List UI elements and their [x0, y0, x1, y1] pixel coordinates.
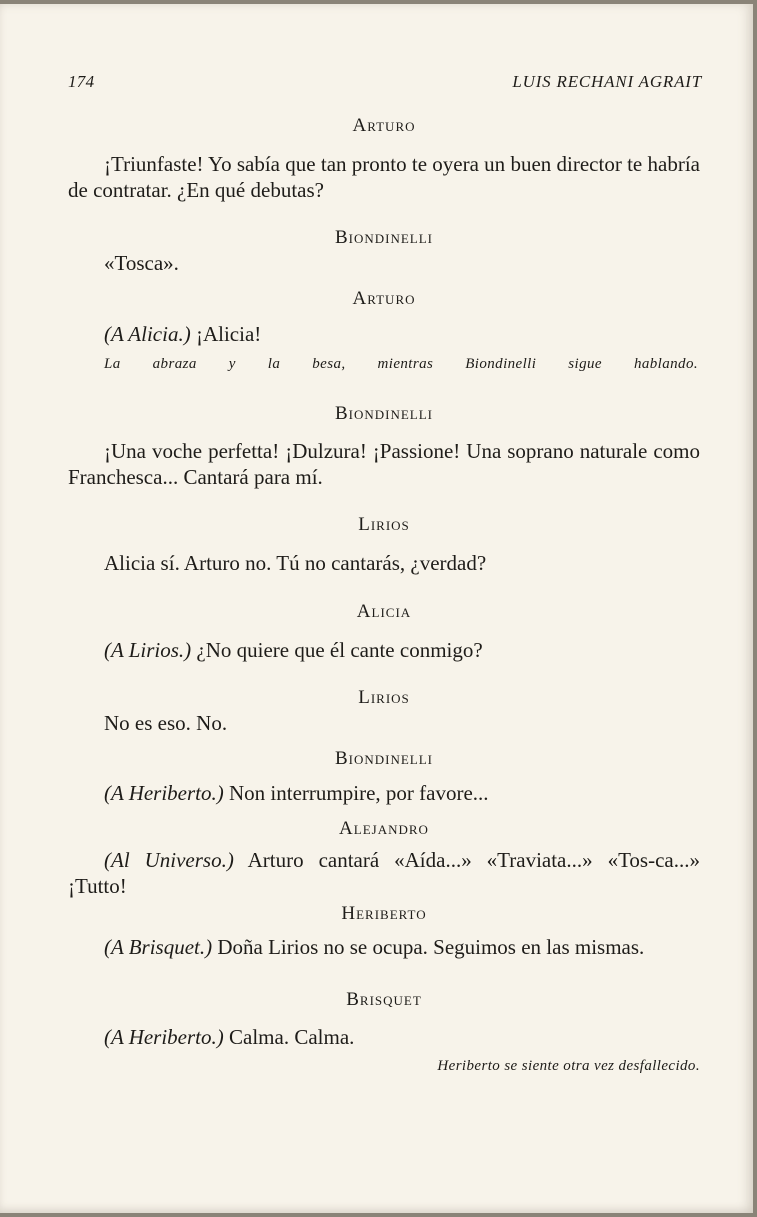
- dialogue-text: Arturo cantará «Aída...» «Traviata...» «Tos-ca...» ¡Tutto!: [68, 848, 700, 898]
- dialogue-text: No es eso. No.: [104, 711, 228, 735]
- stage-direction: Heriberto se siente otra vez desfallecido.: [437, 1058, 700, 1074]
- dialogue-line: [68, 780, 700, 806]
- dialogue-line: [68, 847, 700, 899]
- dialogue-line: [68, 934, 700, 960]
- speaker-name: Alejandro: [339, 818, 429, 839]
- speaker-name: Alicia: [356, 601, 412, 622]
- dialogue-line: [68, 250, 700, 276]
- speaker-name: Biondinelli: [334, 748, 434, 769]
- dialogue-line: [68, 1024, 700, 1050]
- dialogue-line: [68, 151, 700, 203]
- speaker-name: Heriberto: [341, 903, 427, 924]
- dialogue-text: ¿No quiere que él cante conmigo?: [196, 638, 483, 662]
- stage-direction-inline: (A Brisquet.): [104, 935, 213, 959]
- book-page: [0, 4, 753, 1213]
- dialogue-line: [68, 438, 700, 490]
- stage-direction-inline: (A Lirios.): [104, 638, 192, 662]
- dialogue-text: ¡Alicia!: [195, 322, 262, 346]
- running-header-author: LUIS RECHANI AGRAIT: [512, 72, 702, 91]
- speaker-name: Biondinelli: [334, 227, 434, 248]
- speaker-name: Biondinelli: [334, 403, 434, 424]
- stage-direction-inline: (A Alicia.): [104, 322, 191, 346]
- speaker-name: Brisquet: [346, 989, 422, 1010]
- dialogue-text: «Tosca».: [104, 251, 179, 275]
- dialogue-line: [68, 710, 700, 736]
- speaker-name: Arturo: [352, 288, 416, 309]
- dialogue-line: [68, 321, 700, 347]
- dialogue-text: Alicia sí. Arturo no. Tú no cantarás, ¿verdad?: [104, 551, 487, 575]
- stage-direction: La abraza y la besa, mientras Biondinelli sigue hablando.: [104, 356, 698, 372]
- dialogue-text: Calma. Calma.: [229, 1025, 355, 1049]
- dialogue-line: [68, 550, 700, 576]
- speaker-name: Lirios: [358, 687, 410, 708]
- dialogue-text: Doña Lirios no se ocupa. Seguimos en las mismas.: [217, 935, 645, 959]
- speaker-name: Lirios: [358, 514, 410, 535]
- dialogue-text: Non interrumpire, por favore...: [229, 781, 489, 805]
- dialogue-line: [68, 637, 700, 663]
- stage-direction-inline: (A Heriberto.): [104, 781, 224, 805]
- speaker-name: Arturo: [352, 115, 416, 136]
- stage-direction-inline: (A Heriberto.): [104, 1025, 224, 1049]
- stage-direction-inline: (Al Universo.): [104, 848, 234, 872]
- dialogue-text: ¡Una voche perfetta! ¡Dulzura! ¡Passione! Una soprano naturale como Franchesca... Cantará para mí.: [68, 439, 700, 489]
- dialogue-text: ¡Triunfaste! Yo sabía que tan pronto te oyera un buen director te habría de contratar. ¿En qué debutas?: [68, 152, 700, 202]
- page-number: 174: [68, 72, 95, 91]
